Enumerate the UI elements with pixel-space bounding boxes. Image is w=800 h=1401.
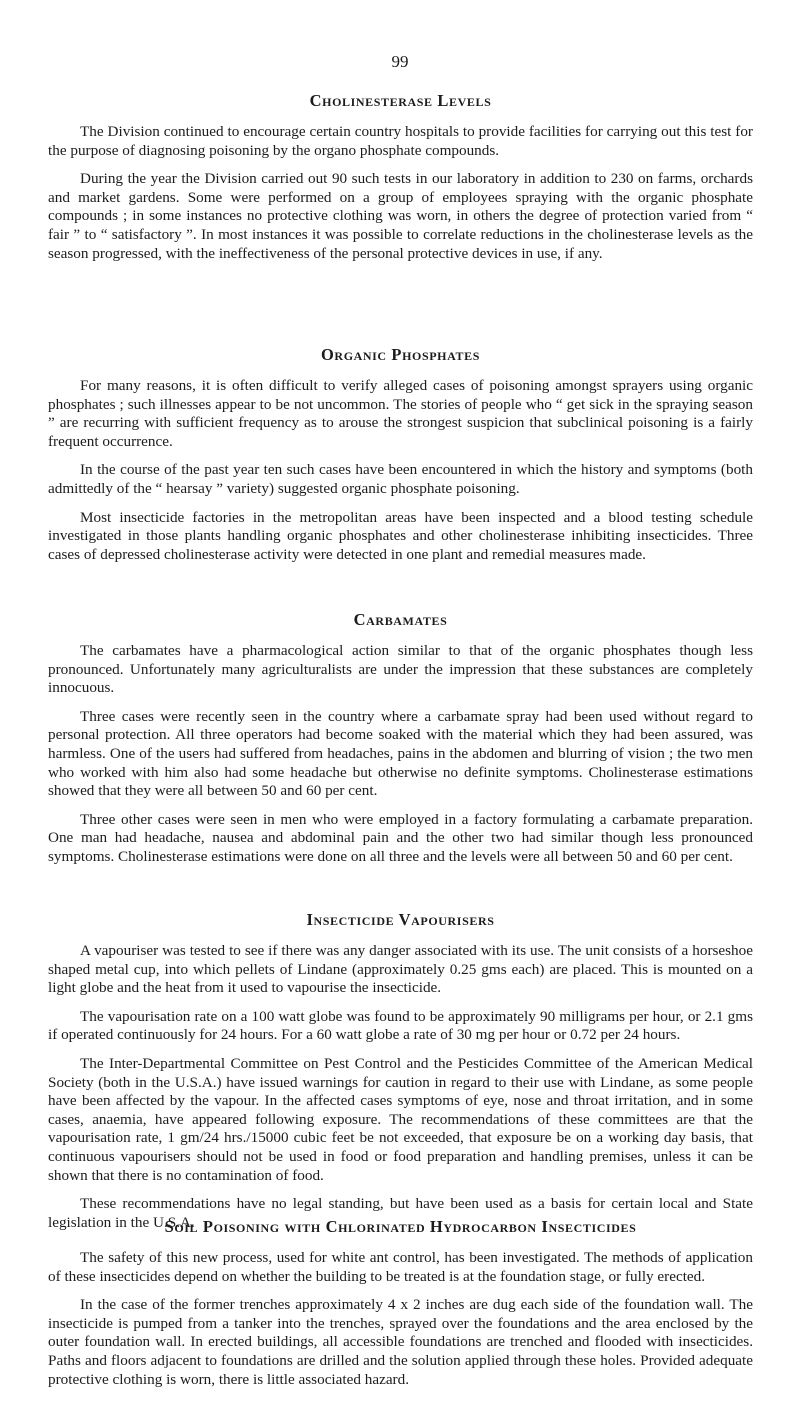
paragraph: Most insecticide factories in the metropolitan areas have been inspected and a blood testing schedule investigated in those plants handling organic phosphates and other cholinesterase inhibiting insecticides. Three cases of depressed cholinesterase activity were detected in one plant and remedial measures made. (48, 508, 753, 563)
section-carbamates (48, 610, 753, 867)
section-heading: Soil Poisoning with Chlorinated Hydrocarbon Insecticides (164, 1217, 637, 1236)
section-organic-phosphates (48, 345, 753, 564)
section-heading: Insecticide Vapourisers (306, 910, 495, 929)
paragraph: The safety of this new process, used for white ant control, has been investigated. The methods of application of these insecticides depend on whether the building to be treated is at the foundation stage, or fully erected. (48, 1249, 753, 1285)
paragraph: The Inter-Departmental Committee on Pest Control and the Pesticides Committee of the American Medical Society (both in the U.S.A.) have issued warnings for caution in regard to their use with Lindane, as some people have been affected by the vapour. In the affected cases symptoms of eye, nose and throat irritation, and in some cases, anaemia, have appeared following exposure. The recommendations of these committees are that the vapourisation rate, 1 gm/24 hrs./15000 cubic feet be not exceeded, that exposure be on a working day basis, that continuous vapourisers should not be used in food or food preparation and handling premises, unless it can be shown that there is no contamination of food. (48, 1054, 753, 1184)
section-insecticide-vapourisers (48, 910, 753, 1232)
paragraph: During the year the Division carried out 90 such tests in our laboratory in addition to 230 on farms, orchards and market gardens. Some were performed on a group of employees spraying with the organic phosphate compounds ; in some instances no protective clothing was worn, in others the degree of protection varied from “ fair ” to “ satisfactory ”. In most instances it was possible to correlate reductions in the cholinesterase levels as the season progressed, with the ineffectiveness of the personal protective devices in use, if any. (48, 170, 753, 262)
paragraph: These recommendations have no legal standing, but have been used as a basis for certain local and State legislation in the U.S.A. (48, 1195, 753, 1231)
paragraph: The Division continued to encourage certain country hospitals to provide facilities for carrying out this test for the purpose of diagnosing poisoning by the organo phosphate compounds. (48, 123, 753, 159)
paragraph: Three other cases were seen in men who were employed in a factory formulating a carbamate preparation. One man had headache, nausea and abdominal pain and the other two had similar though less pronounced symptoms. Cholinesterase estimations were done on all three and the levels were all between 50 and 60 per cent. (48, 810, 753, 865)
paragraph: For many reasons, it is often difficult to verify alleged cases of poisoning amongst sprayers using organic phosphates ; such illnesses appear to be not uncommon. The stories of people who “ get sick in the spraying season ” are recurring with sufficient frequency as to arouse the strongest suspicion that subclinical poisoning is a fairly frequent occurrence. (48, 377, 753, 450)
section-cholinesterase-levels (48, 91, 753, 263)
section-heading: Cholinesterase Levels (309, 91, 492, 110)
section-heading: Carbamates (353, 610, 448, 629)
page-number: 99 (391, 52, 409, 71)
paragraph: In the course of the past year ten such cases have been encountered in which the history and symptoms (both admittedly of the “ hearsay ” variety) suggested organic phosphate poisoning. (48, 461, 753, 497)
section-soil-poisoning (48, 1217, 753, 1389)
paragraph: The carbamates have a pharmacological action similar to that of the organic phosphates though less pronounced. Unfortunately many agriculturalists are under the impression that these substances are completely innocuous. (48, 642, 753, 697)
paragraph: Three cases were recently seen in the country where a carbamate spray had been used without regard to personal protection. All three operators had become soaked with the material which they had been assured, was harmless. One of the users had suffered from headaches, pains in the abdomen and blurring of vision ; the two men who worked with him also had some headache but otherwise no definite symptoms. Cholinesterase estimations showed that they were all between 50 and 60 per cent. (48, 707, 753, 800)
paragraph: A vapouriser was tested to see if there was any danger associated with its use. The unit consists of a horseshoe shaped metal cup, into which pellets of Lindane (approximately 0.25 gms each) are placed. This is mounted on a light globe and the heat from it used to vapourise the insecticide. (48, 942, 753, 997)
paragraph: In the case of the former trenches approximately 4 x 2 inches are dug each side of the foundation wall. The insecticide is pumped from a tanker into the trenches, sprayed over the foundations and the area enclosed by the outer foundation wall. In erected buildings, all accessible foundations are trenched and flooded with insecticides. Paths and floors adjacent to foundations are drilled and the solution applied through these holes. Provided adequate protective clothing is worn, there is little associated hazard. (48, 1296, 753, 1388)
section-heading: Organic Phosphates (321, 345, 480, 364)
paragraph: The vapourisation rate on a 100 watt globe was found to be approximately 90 milligrams per hour, or 2.1 gms if operated continuously for 24 hours. For a 60 watt globe a rate of 30 mg per hour or 0.72 per 24 hours. (48, 1007, 753, 1044)
